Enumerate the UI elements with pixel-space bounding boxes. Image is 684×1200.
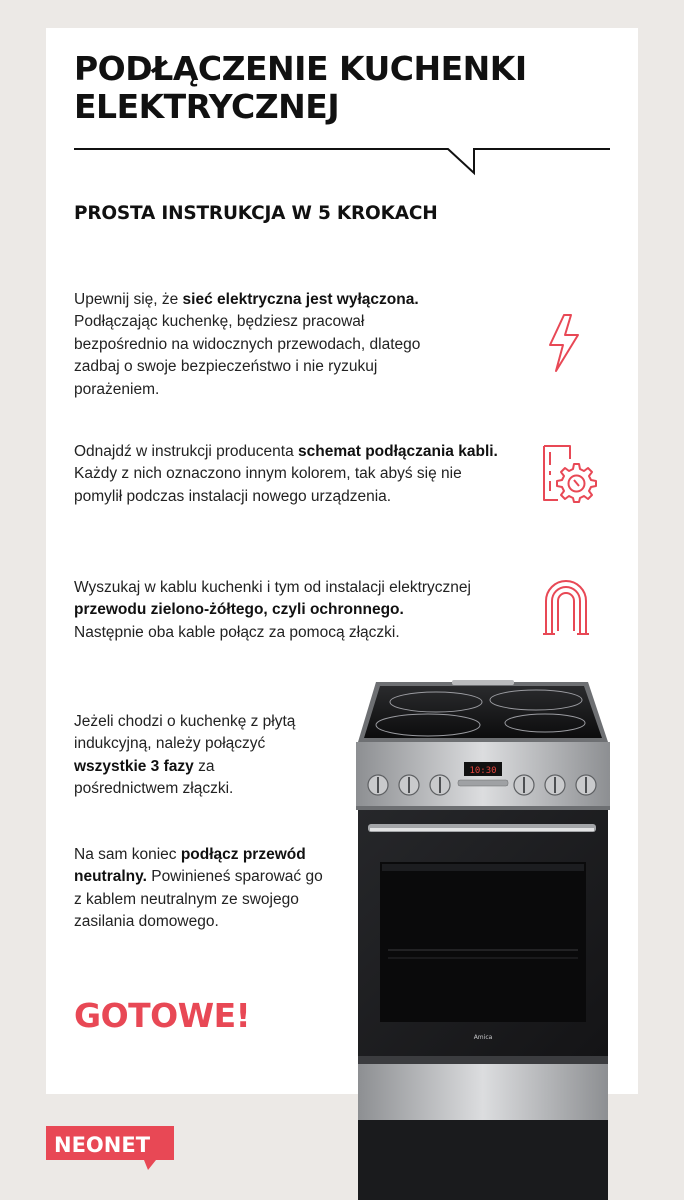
page-subtitle: PROSTA INSTRUKCJA W 5 KROKACH <box>74 203 438 224</box>
step-3-text-start: Wyszukaj w kablu kuchenki i tym od instalacji elektrycznej <box>74 579 471 596</box>
cable-coil-icon <box>538 571 594 637</box>
step-5-highlight: podłącz przewód neutralny. <box>74 846 306 886</box>
step-5-text-start: Na sam koniec <box>74 846 181 863</box>
step-3-text-end: Następnie oba kable połącz za pomocą złączki. <box>74 623 400 641</box>
logo-text: NEONET <box>54 1133 151 1157</box>
step-5-text <box>74 844 324 934</box>
stove-brand: Amica <box>473 1034 493 1041</box>
step-5-text-end: Powinieneś sparować go z kablem neutralnym ze swojego zasilania domowego. <box>74 868 323 931</box>
step-4-highlight: wszystkie 3 fazy <box>74 757 194 775</box>
step-2-text <box>74 441 504 508</box>
page-title: PODŁĄCZENIE KUCHENKI ELEKTRYCZNEJ <box>74 49 527 126</box>
lightning-icon <box>541 312 587 374</box>
step-1-text-end: Podłączając kuchenkę, będziesz pracował bezpośrednio na widocznych przewodach, dlatego zadbaj o swoje bezpieczeństwo i nie ryzukuj porażeniem. <box>74 313 421 398</box>
neonet-logo[interactable] <box>46 1126 176 1176</box>
step-4-text-start: Jeżeli chodzi o kuchenkę z płytą indukcyjną, należy połączyć <box>74 713 296 753</box>
manual-gear-icon <box>538 443 606 503</box>
step-2-text-end: Każdy z nich oznaczono innym kolorem, tak abyś się nie pomylił podczas instalacji nowego urządzenia. <box>74 465 462 505</box>
stove-display: 10:30 <box>469 766 497 776</box>
step-2-text-start: Odnajdź w instrukcji producenta <box>74 443 299 460</box>
step-4-text <box>74 711 319 801</box>
step-1-text-start: Upewnij się, że <box>74 291 183 308</box>
done-label: GOTOWE! <box>74 996 251 1035</box>
title-underline <box>74 140 614 176</box>
step-3-highlight: przewodu zielono-żółtego, czyli ochronnego. <box>74 601 404 619</box>
step-4-text-end: za pośrednictwem złączki. <box>74 757 234 798</box>
step-1-highlight: sieć elektryczna jest wyłączona. <box>182 291 419 308</box>
step-2-highlight: schemat podłączania kabli. <box>298 443 498 460</box>
stove-image <box>354 676 612 1200</box>
step-1-text <box>74 289 454 401</box>
step-3-text <box>74 577 474 644</box>
